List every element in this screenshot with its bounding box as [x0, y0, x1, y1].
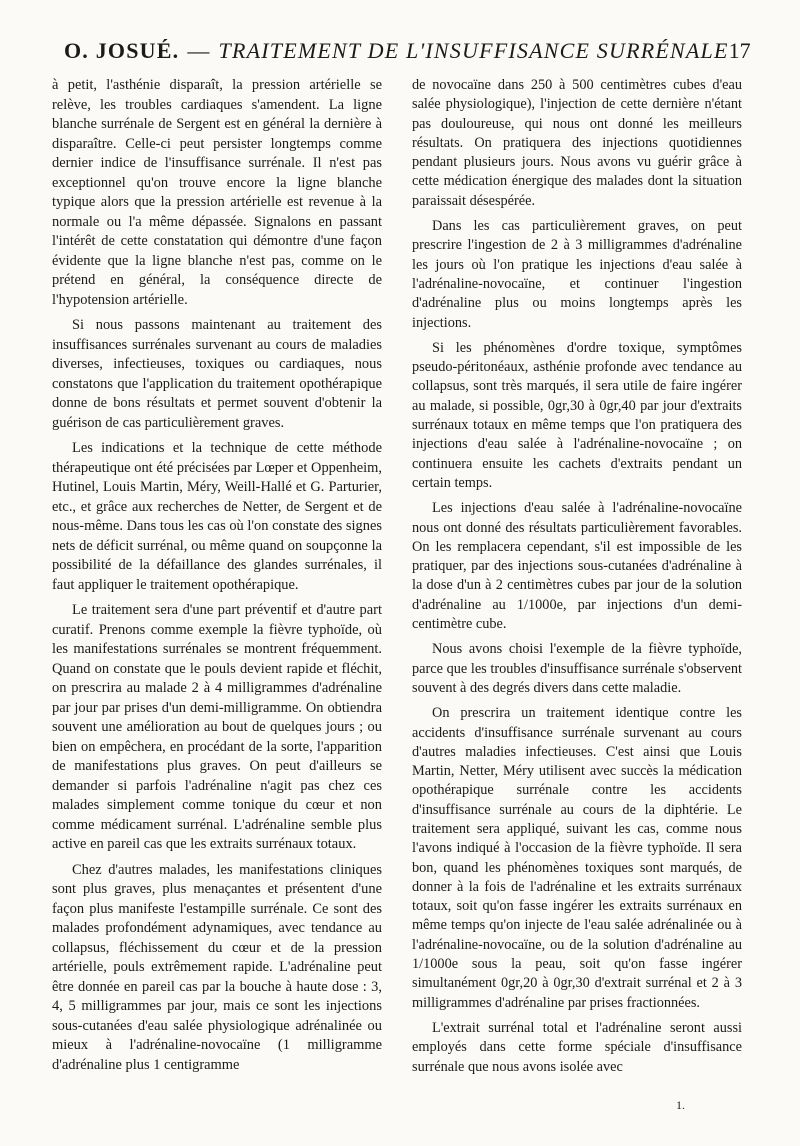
paragraph: Nous avons choisi l'exemple de la fièvre typhoïde, parce que les troubles d'insuffisance surrénale s'observent souvent à des degrés divers dans cette maladie. — [412, 641, 742, 696]
right-column — [412, 76, 742, 1083]
paragraph: L'extrait surrénal total et l'adrénaline seront aussi employés dans cette forme spéciale d'insuffisance surrénale que nous avons isolée avec — [412, 1019, 742, 1075]
running-title — [64, 38, 729, 64]
paragraph: de novocaïne dans 250 à 500 centimètres cubes d'eau salée physiologique), l'injection de cette dernière n'étant pas douloureuse, qui nous ont donné les meilleurs résultats. On pratiquera des injections quotidiennes pendant plusieurs jours. Nous avons vu guérir grâce à cette médication énergique des malades dont la situation paraissait désespérée. — [412, 77, 742, 209]
paragraph: Si nous passons maintenant au traitement des insuffisances surrénales survenant au cours de maladies diverses, infectieuses, toxiques ou cardiaques, nous constatons que l'application du traitement opothérapique donne de bons résultats et permet souvent d'obtenir la guérison de cas particulièrement graves. — [52, 317, 382, 431]
paragraph: Dans les cas particulièrement graves, on peut prescrire l'ingestion de 2 à 3 milligrammes d'adrénaline les jours où l'on pratique les injections d'eau salée à l'adrénaline-novocaïne, et continuer l'ingestion d'adrénaline plus ou moins longtemps après les injections. — [412, 218, 742, 331]
author-name: O. JOSUÉ. — [64, 38, 180, 63]
paragraph: On prescrira un traitement identique contre les accidents d'insuffisance surrénale survenant au cours d'autres maladies infectieuses. C'est ainsi que Louis Martin, Netter, Méry utilisent avec succès la médication opothérapique surrénale contre les accidents d'insuffisance surrénale au cours de la diphtérie. Le traitement sera appliqué, suivant les cas, comme nous l'avons indiqué à l'occasion de la fièvre typhoïde. Il sera bon, quand les phénomènes toxiques sont marqués, de donner à la fois de l'adrénaline et les extraits surrénaux totaux, soit qu'on fasse ingérer les extraits surrénaux en même temps qu'on injecte de l'eau salée adrénalinée ou à l'adrénaline-novocaïne, ou de la solution d'adrénaline au 1/1000e sous la peau, soit qu'on fasse ingérer simultanément 0gr,20 à 0gr,30 d'extrait surrénal et 2 à 3 milligrammes d'adrénaline par prises fractionnées. — [412, 705, 742, 1011]
paragraph: à petit, l'asthénie disparaît, la pression artérielle se relève, les troubles cardiaques s'amendent. La ligne blanche surrénale de Sergent est en général la dernière à disparaître. Celle-ci peut persister longtemps comme dernier indice de l'insuffisance surrénale. Il n'est pas exceptionnel qu'on trouve encore la ligne blanche typique alors que la pression artérielle est revenue à la normale ou l'a même dépassée. Signalons en passant l'intérêt de cette constatation qui démontre d'une façon évidente que la ligne blanche n'est pas, comme on le prétend en général, la conséquence directe de l'hypotension artérielle. — [52, 77, 382, 308]
paragraph: Les indications et la technique de cette méthode thérapeutique ont été précisées par Lœper et Oppenheim, Hutinel, Louis Martin, Méry, Weill-Hallé et G. Parturier, etc., et grâce aux recherches de Netter, de Sergent et de nous-même. Dans tous les cas où l'on constate des signes nets de déficit surrénal, ou même quand on soupçonne la possibilité de la défaillance des glandes surrénales, il faut appliquer le traitement opothérapique. — [52, 440, 382, 593]
left-column — [52, 76, 382, 1081]
paragraph: Les injections d'eau salée à l'adrénaline-novocaïne nous ont donné des résultats particulièrement favorables. On les remplacera cependant, s'il est impossible de les pratiquer, par des injections sous-cutanées d'adrénaline à la dose d'un à 2 centimètres cubes par jour de la solution d'adrénaline au 1/1000e, par injections d'un demi-centimètre cube. — [412, 500, 742, 633]
article-subject: TRAITEMENT DE L'INSUFFISANCE SURRÉNALE — [218, 38, 729, 63]
page-number: 17 — [728, 38, 751, 63]
title-dash: — — [187, 38, 211, 63]
paragraph: Chez d'autres malades, les manifestations cliniques sont plus graves, plus menaçantes et présentent d'une façon plus manifeste l'estampille surrénale. Ce sont des malades profondément adynamiques, avec tendance au collapsus, fléchissement du cœur et de la pression artérielle, pouls extrêmement rapide. L'adrénaline peut être donnée en pareil cas par la bouche à haute dose : 3, 4, 5 milligrammes par jour, mais ce sont les injections sous-cutanées d'eau salée physiologique adrénalinée ou mieux à l'adrénaline-novocaïne (1 milligramme d'adrénaline plus 1 centigramme — [52, 861, 382, 1073]
paragraph: Si les phénomènes d'ordre toxique, symptômes pseudo-péritonéaux, asthénie profonde avec tendance au collapsus, sont très marqués, il sera utile de faire ingérer au malade, si possible, 0gr,30 à 0gr,40 par jour d'extraits surrénaux totaux en même temps que l'on pratiquera des injections d'eau salée à l'adrénaline-novocaïne ; on continuera ensuite les cachets d'extraits pendant un certain temps. — [412, 339, 742, 491]
running-header — [64, 38, 751, 70]
paragraph: Le traitement sera d'une part préventif et d'autre part curatif. Prenons comme exemple la fièvre typhoïde, où les manifestations surrénales se montrent fréquemment. Quand on constate que le pouls devient rapide et fléchit, on prescrira au malade 2 à 4 milligrammes d'adrénaline par jour par prises d'un demi-milligramme. On obtiendra souvent une amélioration au bout de quelques jours ; ou bien on empêchera, en procédant de la sorte, l'apparition de manifestations plus graves. On peut d'ailleurs se demander si parfois l'adrénaline n'agit pas chez ces malades simplement comme tonique du cœur et non comme médicament surrénal. L'adrénaline semble plus active en pareil cas que les extraits surrénaux totaux. — [52, 602, 382, 852]
signature-mark: 1. — [676, 1098, 685, 1112]
